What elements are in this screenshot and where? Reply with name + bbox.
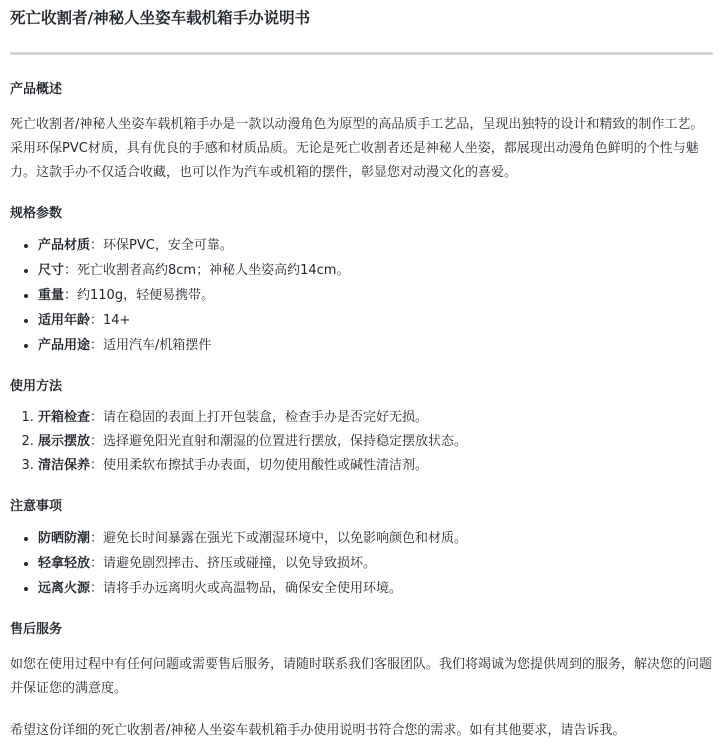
item-label: 产品材质 [38, 238, 91, 253]
usage-list [10, 406, 713, 478]
item-text: ：环保PVC，安全可靠。 [90, 238, 233, 253]
item-text: ：14+ [90, 313, 131, 328]
list-item [38, 430, 713, 454]
list-item [38, 454, 713, 478]
item-text: ：请在稳固的表面上打开包装盒，检查手办是否完好无损。 [90, 410, 429, 425]
usage-section [10, 376, 713, 478]
list-item [38, 233, 713, 258]
item-label: 远离火源 [38, 581, 91, 596]
specs-heading: 规格参数 [10, 206, 63, 221]
list-item [38, 333, 713, 358]
closing-text: 希望这份详细的死亡收割者/神秘人坐姿车载机箱手办使用说明书符合您的需求。如有其他要求，请告诉我。 [10, 723, 626, 738]
item-label: 防晒防潮 [38, 531, 91, 546]
item-text: ：使用柔软布擦拭手办表面，切勿使用酸性或碱性清洁剂。 [90, 458, 429, 473]
title-divider [10, 52, 713, 55]
item-label: 尺寸 [38, 263, 65, 278]
overview-heading: 产品概述 [10, 82, 63, 97]
item-text: ：选择避免阳光直射和潮湿的位置进行摆放，保持稳定摆放状态。 [90, 434, 468, 449]
page-title: 死亡收割者/神秘人坐姿车载机箱手办说明书 [10, 9, 311, 27]
item-label: 开箱检查 [38, 410, 91, 425]
item-label: 轻拿轻放 [38, 556, 91, 571]
after-sales-section [10, 619, 713, 701]
item-label: 清洁保养 [38, 458, 91, 473]
notes-list [10, 526, 713, 601]
notes-section [10, 496, 713, 601]
list-item [38, 308, 713, 333]
after-sales-heading: 售后服务 [10, 622, 63, 637]
item-text: ：死亡收割者高约8cm；神秘人坐姿高约14cm。 [64, 263, 350, 278]
overview-text: 死亡收割者/神秘人坐姿车载机箱手办是一款以动漫角色为原型的高品质手工艺品，呈现出独特的设计和精致的制作工艺。采用环保PVC材质，具有优良的手感和材质品质。无论是死亡收割者还是神秘人坐姿，都展现出动漫角色鲜明的个性与魅力。这款手办不仅适合收藏，也可以作为汽车或机箱的摆件，彰显您对动漫文化的喜爱。 [10, 117, 704, 180]
list-item [38, 258, 713, 283]
item-text: ：避免长时间暴露在强光下或潮湿环境中，以免影响颜色和材质。 [90, 531, 468, 546]
specs-section [10, 203, 713, 358]
list-item [38, 526, 713, 551]
notes-heading: 注意事项 [10, 499, 63, 514]
item-label: 重量 [38, 288, 65, 303]
item-text: ：请将手办远离明火或高温物品，确保安全使用环境。 [90, 581, 403, 596]
item-text: ：约110g，轻便易携带。 [64, 288, 215, 303]
item-text: ：请避免剧烈摔击、挤压或碰撞，以免导致损坏。 [90, 556, 377, 571]
item-label: 适用年龄 [38, 313, 91, 328]
usage-heading: 使用方法 [10, 379, 63, 394]
overview-section [10, 79, 713, 185]
list-item [38, 283, 713, 308]
list-item [38, 406, 713, 430]
list-item [38, 551, 713, 576]
item-text: ：适用汽车/机箱摆件 [90, 338, 212, 353]
item-label: 产品用途 [38, 338, 91, 353]
item-label: 展示摆放 [38, 434, 91, 449]
list-item [38, 576, 713, 601]
specs-list [10, 233, 713, 358]
after-sales-text: 如您在使用过程中有任何问题或需要售后服务，请随时联系我们客服团队。我们将竭诚为您提供周到的服务，解决您的问题并保证您的满意度。 [10, 657, 713, 696]
